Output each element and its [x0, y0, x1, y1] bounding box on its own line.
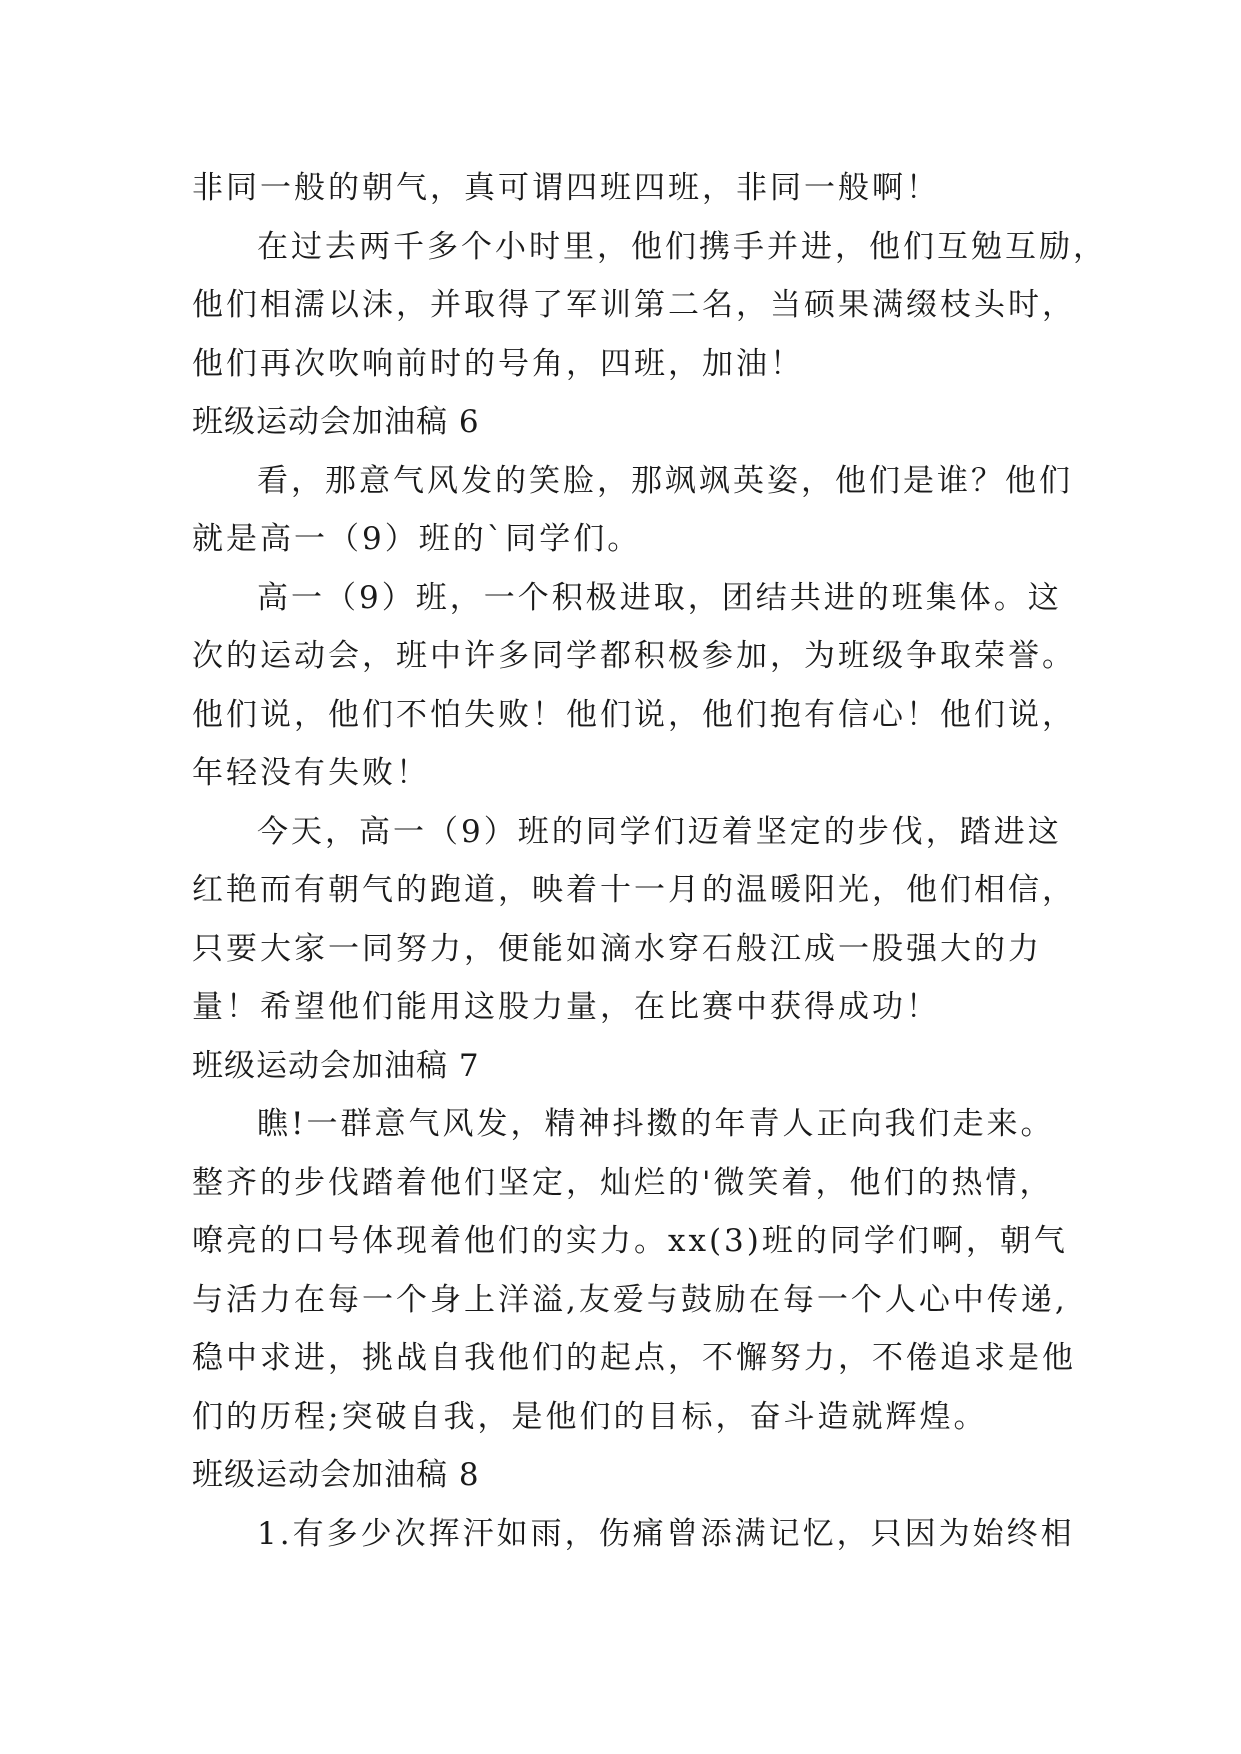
text-line: 量！希望他们能用这股力量，在比赛中获得成功！ — [192, 989, 940, 1025]
text-line: 年轻没有失败！ — [192, 755, 430, 791]
paragraph-start-line: 今天，高一（9）班的同学们迈着坚定的步伐，踏进这 — [257, 813, 1062, 850]
paragraph-start-line: 瞧!一群意气风发，精神抖擞的年青人正向我们走来。 — [257, 1106, 1055, 1142]
paragraph-start-line: 高一（9）班，一个积极进取，团结共进的班集体。这 — [257, 579, 1062, 616]
text-line: 们的历程;突破自我，是他们的目标，奋斗造就辉煌。 — [192, 1398, 988, 1435]
text-line: 与活力在每一个身上洋溢,友爱与鼓励在每一个人心中传递, — [192, 1281, 1068, 1318]
text-line: 就是高一（9）班的`同学们。 — [192, 521, 642, 557]
text-line: 整齐的步伐踏着他们坚定，灿烂的'微笑着，他们的热情， — [192, 1164, 1054, 1201]
paragraph-start-line: 1.有多少次挥汗如雨，伤痛曾添满记忆，只因为始终相 — [257, 1515, 1075, 1552]
section-heading-6: 班级运动会加油稿 6 — [192, 404, 480, 440]
document-body — [192, 159, 1107, 1563]
text-line: 他们说，他们不怕失败！他们说，他们抱有信心！他们说， — [192, 696, 1076, 733]
text-line: 嘹亮的口号体现着他们的实力。xx(3)班的同学们啊，朝气 — [192, 1223, 1068, 1259]
text-line: 红艳而有朝气的跑道，映着十一月的温暖阳光，他们相信， — [192, 872, 1076, 908]
text-line: 非同一般的朝气，真可谓四班四班，非同一般啊！ — [192, 170, 940, 206]
text-line: 稳中求进，挑战自我他们的起点，不懈努力，不倦追求是他 — [192, 1340, 1076, 1376]
text-line: 次的运动会，班中许多同学都积极参加，为班级争取荣誉。 — [192, 638, 1076, 674]
text-line: 他们相濡以沫，并取得了军训第二名，当硕果满缀枝头时， — [192, 287, 1076, 323]
section-heading-8: 班级运动会加油稿 8 — [192, 1457, 480, 1493]
section-heading-7: 班级运动会加油稿 7 — [192, 1047, 480, 1084]
text-line: 他们再次吹响前时的号角，四班，加油！ — [192, 345, 804, 382]
paragraph-start-line: 在过去两千多个小时里，他们携手并进，他们互勉互励， — [257, 228, 1107, 265]
paragraph-start-line: 看，那意气风发的笑脸，那飒飒英姿，他们是谁？他们 — [257, 462, 1073, 499]
text-line: 只要大家一同努力，便能如滴水穿石般江成一股强大的力 — [192, 930, 1042, 967]
